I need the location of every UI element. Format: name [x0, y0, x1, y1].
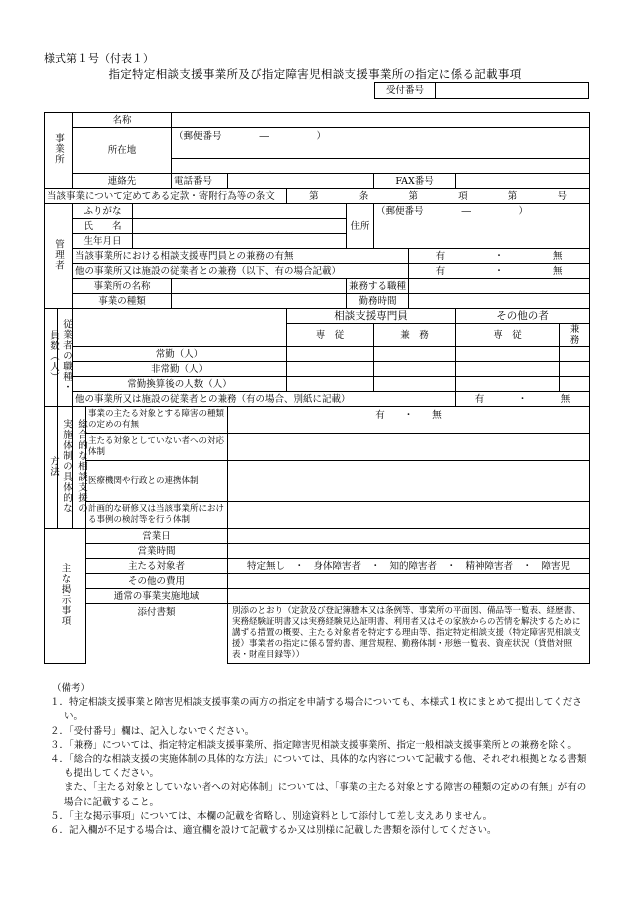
manager-work-hours-field[interactable] [409, 294, 590, 309]
staff-nonregular-other-fulltime[interactable] [456, 362, 560, 377]
posted-section-label: 主な掲示事項 [45, 529, 86, 664]
posted-business-hours-label: 営業時間 [86, 544, 228, 559]
manager-concurrent-consult-label: 当該事業所における相談支援専門員との兼務の有無 [73, 249, 409, 264]
application-form-table [44, 112, 590, 664]
manager-other-office-name-field[interactable] [172, 279, 347, 294]
staff-other-fulltime-header: 専 従 [456, 324, 560, 347]
staff-fte-consult-concurrent[interactable] [374, 377, 456, 392]
office-phone-label: 電話番号 [172, 174, 228, 189]
office-postal-code[interactable]: （郵便番号 ― ） [172, 128, 590, 145]
method-training-label: 計画的な研修又は当該事業所における事例の検討等を行う体制 [86, 502, 228, 529]
office-name-label: 名称 [73, 113, 172, 128]
staff-regular-consult-concurrent[interactable] [374, 347, 456, 362]
note-item-1: １．特定相談支援事業と障害児相談支援事業の両方の指定を申請する場合についても、本様式１枚にまとめて提出してください。 [50, 697, 582, 723]
manager-work-hours-label: 勤務時間 [347, 294, 409, 309]
page-title: 指定特定相談支援事業所及び指定障害児相談支援事業所の指定に係る記載事項 [108, 67, 522, 81]
staff-consult-header: 相談支援専門員 [287, 309, 456, 324]
manager-other-type-field[interactable] [172, 294, 347, 309]
staff-nonregular-consult-concurrent[interactable] [374, 362, 456, 377]
method-section-label-c: 総合的な相談支援の [73, 407, 86, 529]
staff-nonregular-consult-fulltime[interactable] [287, 362, 374, 377]
manager-address-field[interactable] [374, 219, 590, 249]
notes-heading: （備考） [52, 683, 91, 694]
office-address-field-2[interactable] [172, 159, 590, 174]
manager-concurrent-other-choice[interactable]: 有 ・ 無 [409, 264, 590, 279]
staff-other-office-label: 他の事業所又は施設の従業者との兼務（有の場合、別紙に記載） [73, 392, 456, 407]
article-row-field[interactable]: 第 条 第 項 第 号 [287, 189, 590, 204]
attachment-text: 別添のとおり（定款及び登記簿謄本又は条例等、事業所の平面図、備品等一覧表、経歴書、実務経験証明書又は実務経験見込証明書、利用者又はその家族からの苦情を解決するために講ずる措置の概要、主たる対象者を特定する理由等、指定特定相談支援（特定障害児相談支援）事業者の指定に係る誓約書、運営規程、勤務体制・形態一覧表、資産状況（貸借対照表・財産目録等）） [228, 604, 590, 664]
posted-business-days-label: 営業日 [86, 529, 228, 544]
staff-fte-other-fulltime[interactable] [456, 377, 560, 392]
manager-furigana-field[interactable] [133, 204, 347, 219]
manager-name-field[interactable] [133, 219, 347, 234]
staff-fte-consult-fulltime[interactable] [287, 377, 374, 392]
manager-other-duty-label: 兼務する職種 [347, 279, 409, 294]
method-liaison-label: 医療機関や行政との連携体制 [86, 461, 228, 502]
manager-concurrent-consult-choice[interactable]: 有 ・ 無 [409, 249, 590, 264]
receipt-number-field[interactable] [436, 83, 588, 98]
note-item-5: ５．「主な掲示事項」については、本欄の記載を省略し、別途資料として添付して差し支えありません。 [50, 810, 493, 822]
office-name-field[interactable] [172, 113, 590, 128]
staff-consult-fulltime-header: 専 従 [287, 324, 374, 347]
manager-name-label: 氏 名 [73, 219, 133, 234]
note-item-4: ４．「総合的な相談支援の実施体制の具体的な方法」については、具体的な内容について記載する他、それぞれ根拠となる書類も提出してください。 [50, 754, 587, 780]
staff-other-header: その他の者 [456, 309, 590, 324]
note-item-6: ６．記入欄が不足する場合は、適宜欄を設けて記載するか又は別様に記載した書類を添付してください。 [50, 825, 497, 837]
method-disability-type-choice[interactable]: 有 ・ 無 [228, 407, 590, 434]
method-non-target-label: 主たる対象としていない者への対応体制 [86, 434, 228, 461]
method-section-label-b: 実施体制の具体的な [58, 407, 73, 529]
office-fax-label: FAX番号 [374, 174, 456, 189]
staff-section-label-a: 従業者の職種・ [58, 309, 73, 407]
method-liaison-field[interactable] [228, 461, 590, 502]
manager-other-type-label: 事業の種類 [73, 294, 172, 309]
office-fax-field[interactable] [456, 174, 590, 189]
method-non-target-field[interactable] [228, 434, 590, 461]
posted-area-field[interactable] [228, 589, 590, 604]
staff-fte-label: 常勤換算後の人数（人） [73, 377, 287, 392]
attachment-label: 添付書類 [86, 604, 228, 664]
staff-regular-consult-fulltime[interactable] [287, 347, 374, 362]
note-item-4-cont: また、「主たる対象としていない者への対応体制」については、「事業の主たる対象とする障害の種類の定めの有無」が有の場合に記載すること。 [64, 782, 587, 808]
staff-section-label-b: 員数（人） [45, 309, 58, 407]
staff-other-concurrent-header: 兼 務 [560, 324, 590, 347]
office-section-label: 事業所 [45, 113, 73, 189]
manager-concurrent-other-label: 他の事業所又は施設の従業者との兼務（以下、有の場合記載） [73, 264, 409, 279]
manager-other-duty-field[interactable] [409, 279, 590, 294]
note-item-3: ３．「兼務」については、指定特定相談支援事業所、指定障害児相談支援事業所、指定一般相談支援事業所との兼務を除く。 [50, 739, 577, 751]
manager-section-label: 管理者 [45, 204, 73, 309]
office-address-field[interactable] [172, 144, 590, 159]
posted-target-label: 主たる対象者 [86, 559, 228, 574]
posted-business-hours-field[interactable] [228, 544, 590, 559]
posted-other-fees-field[interactable] [228, 574, 590, 589]
manager-furigana-label: ふりがな [73, 204, 133, 219]
manager-birth-field[interactable] [133, 234, 347, 249]
staff-regular-other-fulltime[interactable] [456, 347, 560, 362]
posted-area-label: 通常の事業実施地域 [86, 589, 228, 604]
method-training-field[interactable] [228, 502, 590, 529]
method-section-label-a: 方法 [45, 407, 58, 529]
office-location-label: 所在地 [73, 128, 172, 174]
posted-target-options[interactable]: 特定無し ・ 身体障害者 ・ 知的障害者 ・ 精神障害者 ・ 障害児 [228, 559, 590, 574]
note-item-2: ２．「受付番号」欄は、記入しないでください。 [50, 725, 255, 737]
manager-address-label: 住所 [347, 204, 374, 249]
staff-header-blank [73, 309, 287, 347]
office-phone-field[interactable] [228, 174, 374, 189]
staff-nonregular-label: 非常勤（人） [73, 362, 287, 377]
receipt-number-label: 受付番号 [375, 83, 436, 98]
staff-fte-other-concurrent[interactable] [560, 377, 590, 392]
notes [44, 682, 592, 838]
staff-regular-other-concurrent[interactable] [560, 347, 590, 362]
article-row-label: 当該事業について定めてある定款・寄附行為等の条文 [45, 189, 287, 204]
office-contact-label: 連絡先 [73, 174, 172, 189]
form-number: 様式第１号（付表１） [44, 52, 154, 65]
staff-other-office-choice[interactable]: 有 ・ 無 [456, 392, 590, 407]
staff-nonregular-other-concurrent[interactable] [560, 362, 590, 377]
staff-regular-label: 常勤（人） [73, 347, 287, 362]
manager-postal-code[interactable]: （郵便番号 ― ） [374, 204, 590, 219]
manager-other-office-name-label: 事業所の名称 [73, 279, 172, 294]
posted-business-days-field[interactable] [228, 529, 590, 544]
staff-consult-concurrent-header: 兼 務 [374, 324, 456, 347]
receipt-number-box [374, 82, 589, 99]
method-disability-type-label: 事業の主たる対象とする障害の種類の定めの有無 [86, 407, 228, 434]
manager-birth-label: 生年月日 [73, 234, 133, 249]
posted-other-fees-label: その他の費用 [86, 574, 228, 589]
